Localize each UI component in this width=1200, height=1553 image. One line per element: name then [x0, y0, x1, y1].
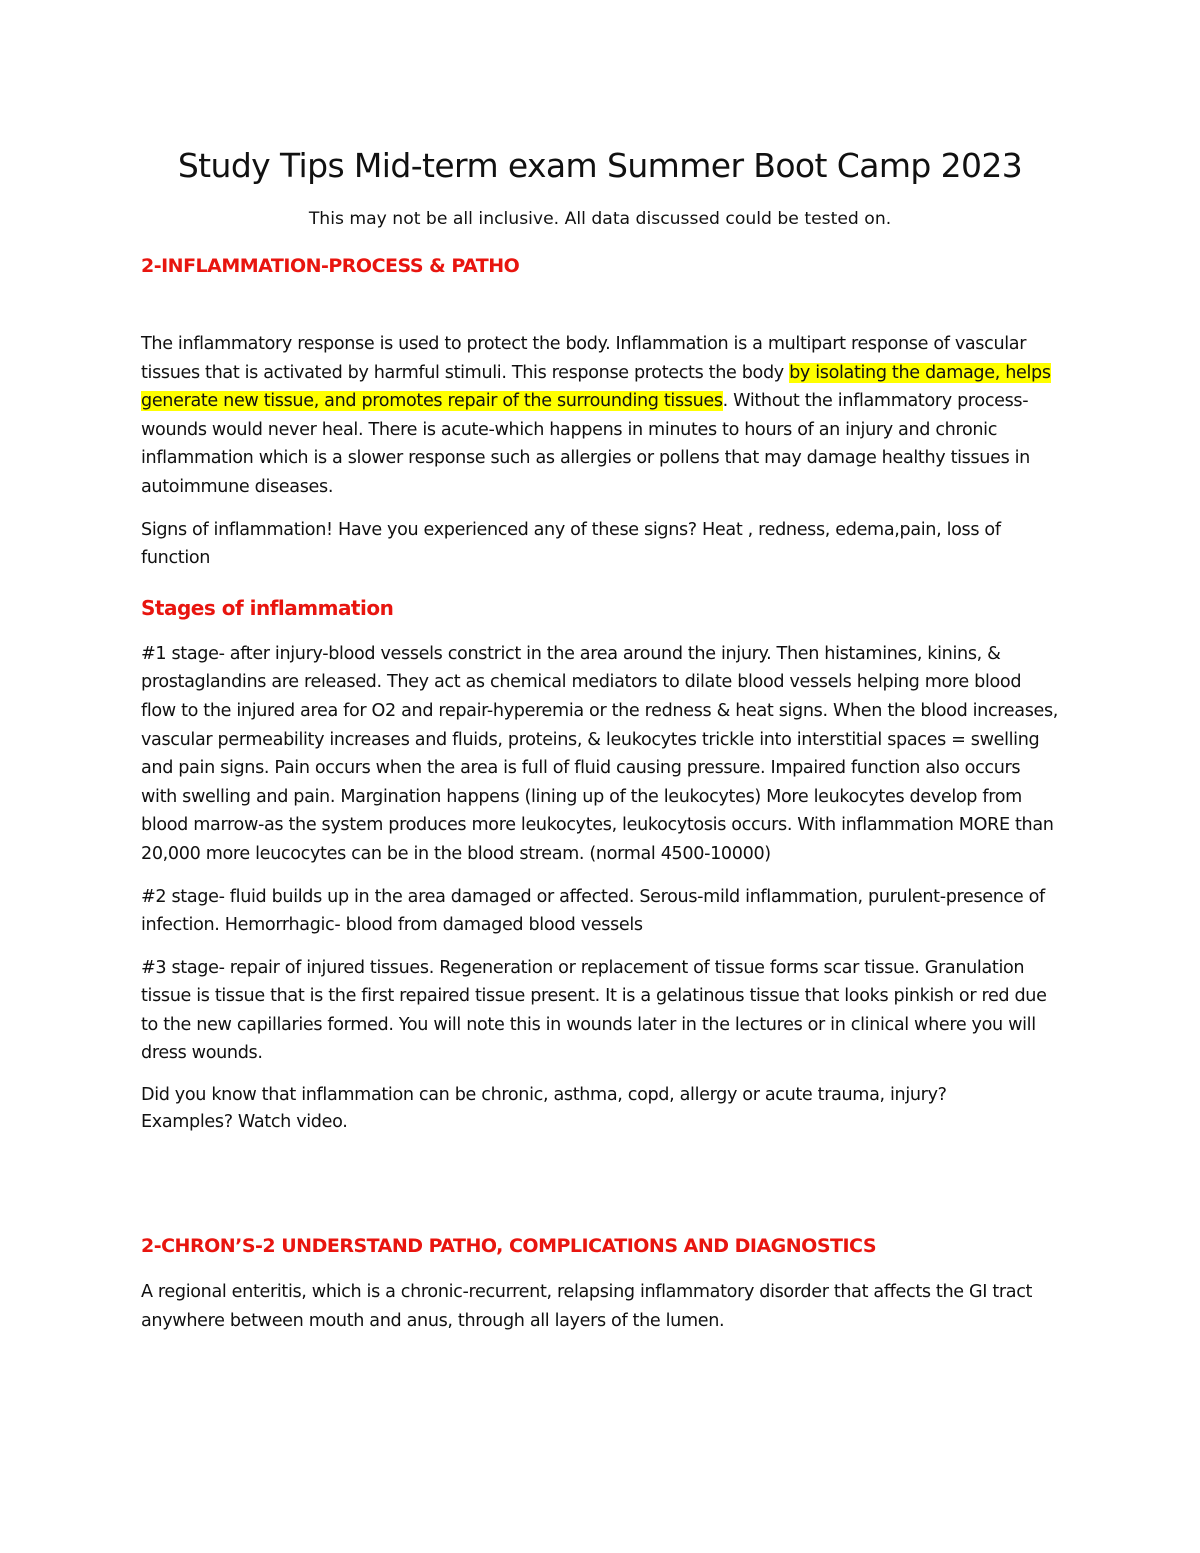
- did-you-know-paragraph: [141, 1082, 1059, 1136]
- document-subtitle: This may not be all inclusive. All data discussed could be tested on.: [308, 209, 892, 229]
- intro-text-part1: The inflammatory response is used to protect the body. Inflammation is a multipart response of vascular tissues that is activated by harmful stimuli. This response protects the body: [141, 334, 1027, 383]
- did-you-know-line1: Did you know that inflammation can be chronic, asthma, copd, allergy or acute trauma, injury?: [141, 1085, 947, 1106]
- inflammation-intro-paragraph: [141, 330, 1059, 502]
- highlighted-text: by isolating the damage, helps generate new tissue, and promotes repair of the surrounding tissues: [141, 362, 1051, 412]
- document-title: Study Tips Mid-term exam Summer Boot Camp 2023: [177, 146, 1023, 185]
- stage1-paragraph: #1 stage- after injury-blood vessels constrict in the area around the injury. Then histamines, kinins, & prostaglandins are released. They act as chemical mediators to dilate blood vessels helping more blood flow to the injured area for O2 and repair-hyperemia or the redness & heat signs. When the blood increases, vascular permeability increases and fluids, proteins, & leukocytes trickle into interstitial spaces = swelling and pain signs. Pain occurs when the area is full of fluid causing pressure. Impaired function also occurs with swelling and pain. Margination happens (lining up of the leukocytes) More leukocytes develop from blood marrow-as the system produces more leukocytes, leukocytosis occurs. With inflammation MORE than 20,000 more leucocytes can be in the blood stream. (normal 4500-10000): [141, 643, 1059, 864]
- document-body: [141, 140, 1059, 1335]
- section-heading-inflammation: 2-INFLAMMATION-PROCESS & PATHO: [141, 255, 520, 277]
- section-heading-crohns: 2-CHRON’S-2 UNDERSTAND PATHO, COMPLICATIONS AND DIAGNOSTICS: [141, 1235, 877, 1258]
- section-heading-stages: Stages of inflammation: [141, 595, 394, 620]
- stage2-paragraph: #2 stage- fluid builds up in the area damaged or affected. Serous-mild inflammation, purulent-presence of infection. Hemorrhagic- blood from damaged blood vessels: [141, 886, 1045, 936]
- intro-text-part2: . Without the inflammatory process-wounds would never heal. There is acute-which happens in minutes to hours of an injury and chronic inflammation which is a slower response such as allergies or pollens that may damage healthy tissues in autoimmune diseases.: [141, 391, 1030, 497]
- signs-paragraph: Signs of inflammation! Have you experienced any of these signs? Heat , redness, edema,pain, loss of function: [141, 519, 1001, 569]
- stage3-paragraph: #3 stage- repair of injured tissues. Regeneration or replacement of tissue forms scar tissue. Granulation tissue is tissue that is the first repaired tissue present. It is a gelatinous tissue that looks pinkish or red due to the new capillaries formed. You will note this in wounds later in the lectures or in clinical where you will dress wounds.: [141, 957, 1047, 1064]
- crohns-paragraph: A regional enteritis, which is a chronic-recurrent, relapsing inflammatory disorder that affects the GI tract anywhere between mouth and anus, through all layers of the lumen.: [141, 1282, 1033, 1331]
- did-you-know-line2: Examples? Watch video.: [141, 1112, 348, 1133]
